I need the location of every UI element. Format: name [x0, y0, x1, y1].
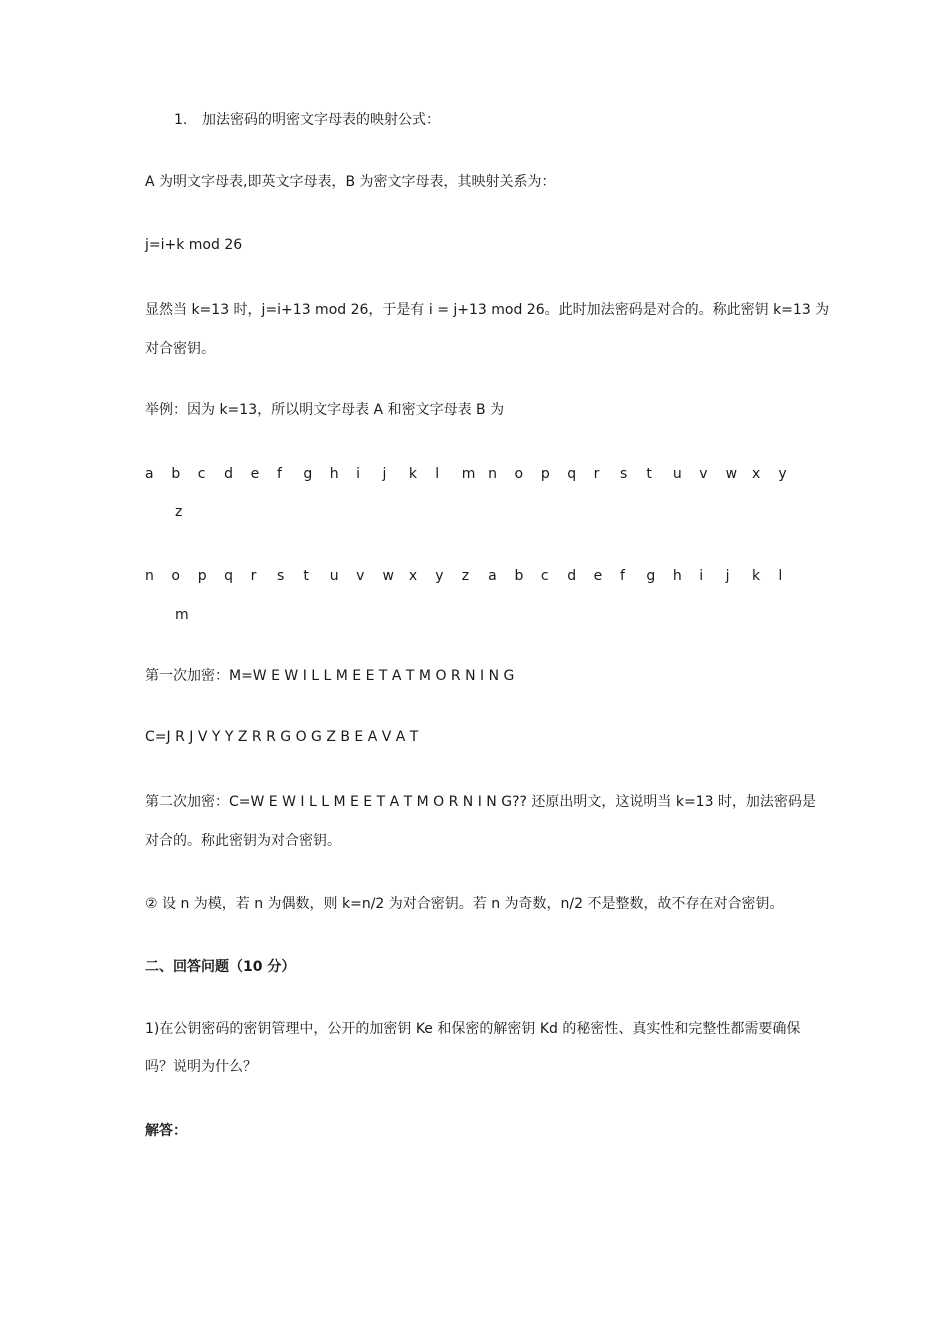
cipher-letter: o: [171, 568, 180, 584]
plain-letter: a: [145, 466, 154, 482]
cipher-letter: h: [672, 568, 682, 584]
plain-letter: g: [303, 466, 313, 482]
plain-letter: l: [435, 466, 440, 482]
explain-line-1: 显然当 k=13 时，j=i+13 mod 26，于是有 i = j+13 mod 26。此时加法密码是对合的。称此密钥 k=13 为: [145, 302, 830, 318]
plain-letter: q: [567, 466, 577, 482]
second-encryption-line-2: 对合的。称此密钥为对合密钥。: [145, 833, 341, 849]
explain-line-2: 对合密钥。: [145, 341, 215, 357]
cipher-letter: f: [620, 568, 625, 584]
ciphertext: C=J R J V Y Y Z R R G O G Z B E A V A T: [145, 729, 419, 745]
plain-letter: w: [725, 466, 738, 482]
plain-letter: t: [646, 466, 652, 482]
point-2: ② 设 n 为模，若 n 为偶数，则 k=n/2 为对合密钥。若 n 为奇数，n/2 不是整数，故不存在对合密钥。: [145, 896, 784, 912]
cipher-letter: c: [540, 568, 549, 584]
plain-letter: e: [250, 466, 260, 482]
cipher-letter: l: [778, 568, 783, 584]
plain-letter: o: [514, 466, 524, 482]
cipher-alphabet-row: [145, 566, 805, 586]
plain-letter: f: [276, 466, 282, 482]
cipher-letter: b: [514, 568, 524, 584]
question-1-line-2: 吗？说明为什么？: [145, 1059, 257, 1075]
plain-letter: v: [699, 466, 708, 482]
plain-letter: y: [778, 466, 787, 482]
plain-letter: x: [751, 466, 761, 482]
answer-label: 解答：: [145, 1123, 187, 1139]
cipher-letter: s: [276, 568, 285, 584]
plain-letter: p: [540, 466, 550, 482]
cipher-letter: j: [725, 568, 730, 584]
cipher-letter: w: [382, 568, 394, 584]
plain-letter: i: [356, 466, 361, 482]
formula-text: j=i+k mod 26: [145, 237, 243, 253]
cipher-letter: k: [751, 568, 761, 584]
plain-letter: d: [224, 466, 234, 482]
question-1-line-1: 1)在公钥密码的密钥管理中，公开的加密钥 Ke 和保密的解密钥 Kd 的秘密性、真实性和完整性都需要确保: [145, 1021, 801, 1037]
cipher-letter: v: [356, 568, 365, 584]
plain-letter: u: [672, 466, 682, 482]
cipher-letter: x: [408, 568, 418, 584]
cipher-letter: z: [461, 568, 470, 584]
cipher-letter: e: [593, 568, 603, 584]
item-number: 1.: [174, 112, 188, 128]
intro-text: A 为明文字母表,即英文字母表，B 为密文字母表，其映射关系为：: [145, 174, 556, 190]
plain-letter: h: [329, 466, 339, 482]
cipher-letter: g: [646, 568, 656, 584]
plain-letter: j: [382, 466, 387, 482]
cipher-letter: d: [567, 568, 577, 584]
cipher-letter: u: [329, 568, 339, 584]
cipher-letter: t: [303, 568, 309, 584]
plain-letter: k: [408, 466, 418, 482]
cipher-alphabet-wrap: m: [175, 607, 189, 623]
cipher-letter: y: [435, 568, 444, 584]
section-2-title: 二、回答问题（10 分）: [145, 959, 296, 975]
cipher-letter: n: [145, 568, 154, 584]
plain-letter: r: [593, 466, 600, 482]
cipher-letter: p: [197, 568, 207, 584]
plain-letter: n: [488, 466, 497, 482]
plain-letter: b: [171, 466, 181, 482]
plain-alphabet-row: [145, 464, 805, 484]
second-encryption-line-1: 第二次加密：C=W E W I L L M E E T A T M O R N I N G?? 还原出明文，这说明当 k=13 时，加法密码是: [145, 794, 816, 810]
item-title: 加法密码的明密文字母表的映射公式：: [202, 112, 440, 128]
example-text: 举例：因为 k=13，所以明文字母表 A 和密文字母表 B 为: [145, 402, 505, 418]
plain-letter: s: [620, 466, 628, 482]
cipher-letter: q: [224, 568, 234, 584]
plain-alphabet-wrap: z: [175, 504, 183, 520]
cipher-letter: a: [488, 568, 497, 584]
plain-letter: m: [461, 466, 476, 482]
first-encryption: 第一次加密：M=W E W I L L M E E T A T M O R N I N G: [145, 668, 515, 684]
cipher-letter: i: [699, 568, 704, 584]
plain-letter: c: [197, 466, 206, 482]
cipher-letter: r: [250, 568, 257, 584]
